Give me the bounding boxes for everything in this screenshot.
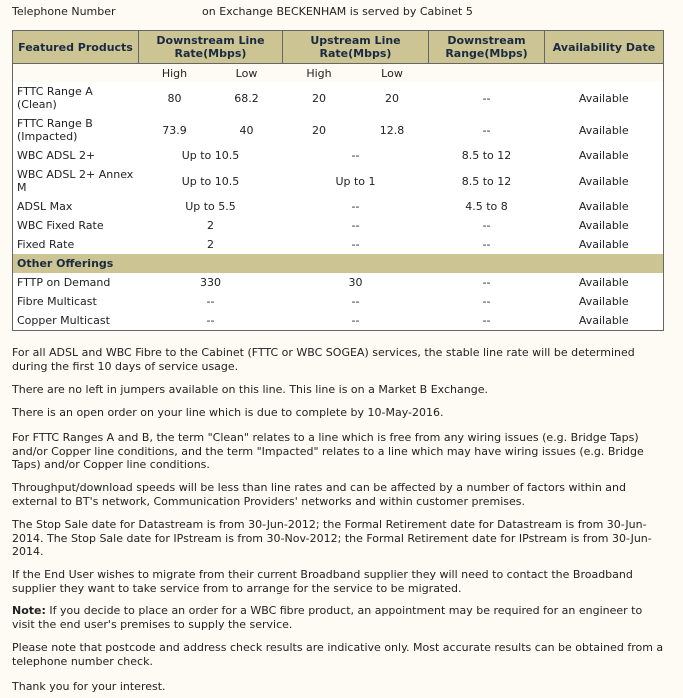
subheader-up-high: High bbox=[283, 64, 356, 83]
upstream-rate: -- bbox=[283, 146, 429, 165]
indicative-results-note: Please note that postcode and address check results are indicative only. Most accurate results can be obtained from a telephone number check. bbox=[12, 641, 664, 668]
upstream-rate: -- bbox=[283, 311, 429, 331]
migration-note: If the End User wishes to migrate from their current Broadband supplier they will need to contact the Broadband supplier they want to take service from to arrange for the service to be migrated. bbox=[12, 568, 633, 595]
table-row bbox=[13, 165, 664, 197]
upstream-low: 12.8 bbox=[356, 114, 429, 146]
product-name: WBC Fixed Rate bbox=[13, 216, 139, 235]
product-name: FTTC Range A (Clean) bbox=[13, 82, 139, 114]
downstream-range: -- bbox=[429, 235, 545, 254]
downstream-low: 68.2 bbox=[211, 82, 283, 114]
availability-value: Available bbox=[545, 197, 664, 216]
col-header-downstream-range: Downstream Range(Mbps) bbox=[429, 31, 545, 64]
table-header-row bbox=[13, 31, 664, 64]
exchange-summary bbox=[12, 5, 672, 21]
upstream-rate: -- bbox=[283, 235, 429, 254]
availability-value: Available bbox=[545, 114, 664, 146]
open-order-note: There is an open order on your line which is due to complete by 10-May-2016. bbox=[12, 406, 444, 419]
table-row bbox=[13, 235, 664, 254]
table-row bbox=[13, 197, 664, 216]
downstream-rate: 2 bbox=[139, 216, 283, 235]
availability-results-table bbox=[12, 30, 664, 331]
product-name: Copper Multicast bbox=[13, 311, 139, 331]
downstream-rate: 330 bbox=[139, 273, 283, 292]
section-title: Other Offerings bbox=[13, 254, 664, 273]
downstream-range: -- bbox=[429, 82, 545, 114]
downstream-range: 8.5 to 12 bbox=[429, 165, 545, 197]
jumpers-note: There are no left in jumpers available on this line. This line is on a Market B Exchange. bbox=[12, 383, 488, 396]
upstream-rate: -- bbox=[283, 292, 429, 311]
availability-value: Available bbox=[545, 292, 664, 311]
product-name: WBC ADSL 2+ bbox=[13, 146, 139, 165]
downstream-low: 40 bbox=[211, 114, 283, 146]
upstream-rate: 30 bbox=[283, 273, 429, 292]
upstream-rate: -- bbox=[283, 216, 429, 235]
downstream-rate: Up to 10.5 bbox=[139, 165, 283, 197]
stable-line-rate-note: For all ADSL and WBC Fibre to the Cabinet (FTTC or WBC SOGEA) services, the stable line rate will be determined during the first 10 days of service usage. bbox=[12, 346, 635, 373]
availability-value: Available bbox=[545, 146, 664, 165]
table-row bbox=[13, 311, 664, 331]
downstream-high: 73.9 bbox=[139, 114, 211, 146]
col-header-upstream-rate: Upstream Line Rate(Mbps) bbox=[283, 31, 429, 64]
wbc-fibre-note bbox=[12, 604, 664, 631]
downstream-range: 4.5 to 8 bbox=[429, 197, 545, 216]
note-text: If you decide to place an order for a WBC fibre product, an appointment may be required for an engineer to visit the end user's premises to supply the service. bbox=[12, 604, 643, 631]
subheader-up-low: Low bbox=[356, 64, 429, 83]
downstream-rate: 2 bbox=[139, 235, 283, 254]
downstream-rate: -- bbox=[139, 292, 283, 311]
thank-you-text: Thank you for your interest. bbox=[12, 680, 166, 693]
col-header-products: Featured Products bbox=[13, 31, 139, 64]
product-name: FTTP on Demand bbox=[13, 273, 139, 292]
product-name: FTTC Range B (Impacted) bbox=[13, 114, 139, 146]
stop-sale-note: The Stop Sale date for Datastream is from 30-Jun-2012; the Formal Retirement date for Datastream is from 30-Jun-2014. The Stop Sale date for IPstream is from 30-Nov-2012; the Formal Retirement date for IPstream is from 30-Jun-2014. bbox=[12, 518, 652, 558]
exchange-cabinet-text: on Exchange BECKENHAM is served by Cabinet 5 bbox=[202, 5, 473, 18]
downstream-rate: -- bbox=[139, 311, 283, 331]
downstream-range: -- bbox=[429, 273, 545, 292]
table-row bbox=[13, 146, 664, 165]
clean-impacted-note: For FTTC Ranges A and B, the term "Clean" relates to a line which is free from any wiring issues (e.g. Bridge Taps) and/or Copper line conditions, and the term "Impacted" relates to a line which may have wiring issues (e.g. Bridge Taps) and/or Copper line conditions. bbox=[12, 431, 644, 471]
downstream-rate: Up to 5.5 bbox=[139, 197, 283, 216]
upstream-high: 20 bbox=[283, 114, 356, 146]
product-name: Fixed Rate bbox=[13, 235, 139, 254]
upstream-low: 20 bbox=[356, 82, 429, 114]
throughput-note: Throughput/download speeds will be less than line rates and can be affected by a number of factors within and external to BT's network, Communication Providers' networks and within customer premises. bbox=[12, 481, 627, 508]
subheader-down-low: Low bbox=[211, 64, 283, 83]
upstream-rate: -- bbox=[283, 197, 429, 216]
downstream-range: -- bbox=[429, 114, 545, 146]
availability-value: Available bbox=[545, 216, 664, 235]
upstream-rate: Up to 1 bbox=[283, 165, 429, 197]
table-row bbox=[13, 273, 664, 292]
note-label: Note: bbox=[12, 604, 46, 617]
downstream-range: -- bbox=[429, 216, 545, 235]
availability-value: Available bbox=[545, 273, 664, 292]
table-row bbox=[13, 114, 664, 146]
downstream-range: -- bbox=[429, 311, 545, 331]
product-name: ADSL Max bbox=[13, 197, 139, 216]
table-row bbox=[13, 82, 664, 114]
col-header-availability: Availability Date bbox=[545, 31, 664, 64]
telephone-number-label: Telephone Number bbox=[12, 5, 116, 18]
product-name: Fibre Multicast bbox=[13, 292, 139, 311]
availability-value: Available bbox=[545, 235, 664, 254]
downstream-range: 8.5 to 12 bbox=[429, 146, 545, 165]
upstream-high: 20 bbox=[283, 82, 356, 114]
subheader-down-high: High bbox=[139, 64, 211, 83]
downstream-rate: Up to 10.5 bbox=[139, 146, 283, 165]
table-row bbox=[13, 292, 664, 311]
availability-value: Available bbox=[545, 82, 664, 114]
availability-value: Available bbox=[545, 311, 664, 331]
col-header-downstream-rate: Downstream Line Rate(Mbps) bbox=[139, 31, 283, 64]
downstream-high: 80 bbox=[139, 82, 211, 114]
product-name: WBC ADSL 2+ Annex M bbox=[13, 165, 139, 197]
availability-value: Available bbox=[545, 165, 664, 197]
table-row bbox=[13, 216, 664, 235]
table-subheader-row bbox=[13, 64, 664, 83]
section-row-other-offerings bbox=[13, 254, 664, 273]
downstream-range: -- bbox=[429, 292, 545, 311]
